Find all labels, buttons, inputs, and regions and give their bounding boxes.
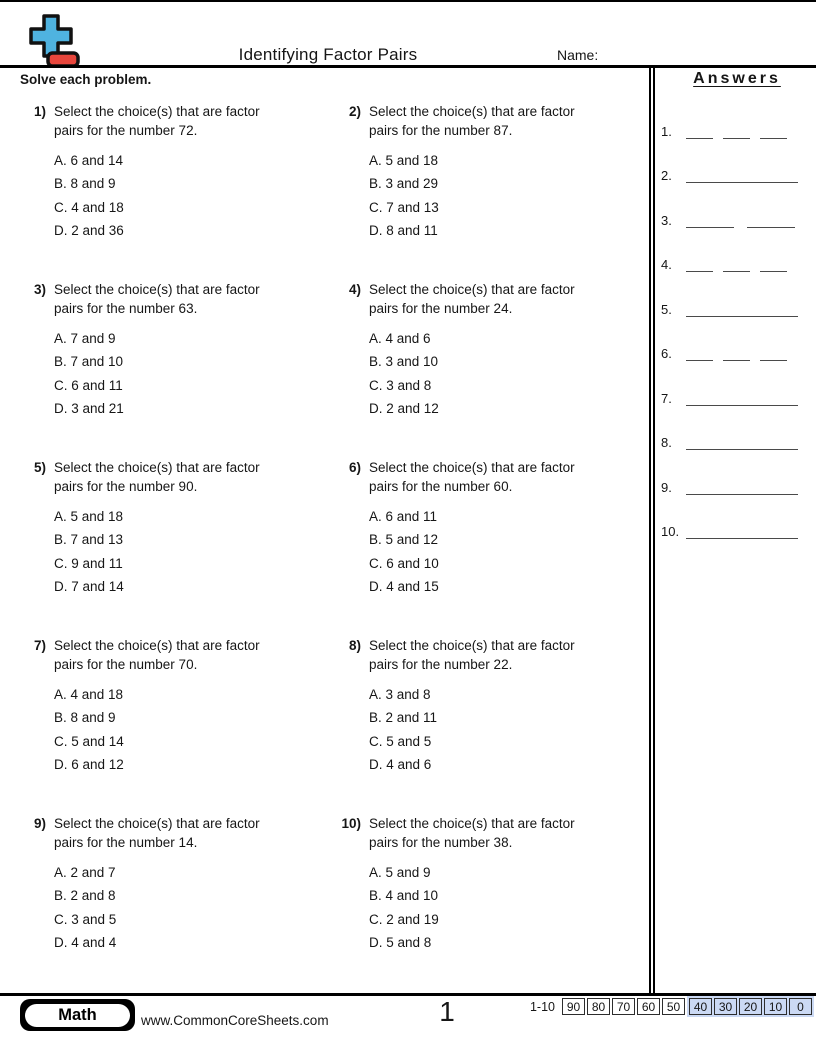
problem-10 bbox=[335, 808, 650, 986]
answer-blank bbox=[723, 271, 750, 272]
score-cell-30: 30 bbox=[714, 998, 737, 1015]
score-cell-60: 60 bbox=[637, 998, 660, 1015]
subject-badge-label: Math bbox=[25, 1004, 130, 1027]
question-line: Select the choice(s) that are factor bbox=[54, 638, 260, 653]
choice-b: B. 7 and 13 bbox=[54, 532, 124, 548]
choice-a: A. 7 and 9 bbox=[54, 331, 116, 346]
question-line: Select the choice(s) that are factor bbox=[54, 816, 260, 831]
problem-number: 2) bbox=[348, 104, 361, 119]
problem-number: 9) bbox=[33, 816, 46, 831]
choice-d: D. 4 and 6 bbox=[369, 757, 432, 773]
page-number: 1 bbox=[439, 996, 455, 1027]
choice-c: C. 2 and 19 bbox=[369, 911, 439, 927]
problem-number: 10) bbox=[341, 816, 361, 831]
subject-badge bbox=[20, 999, 135, 1031]
score-cell-20: 20 bbox=[739, 998, 762, 1015]
score-range-label: 1-10 bbox=[529, 999, 555, 1014]
answer-number: 9. bbox=[661, 479, 672, 495]
choice-b: B. 3 and 29 bbox=[369, 176, 439, 192]
instructions-text: Solve each problem. bbox=[20, 72, 152, 87]
page-top-edge bbox=[0, 0, 816, 2]
score-cell-0: 0 bbox=[789, 998, 812, 1015]
choice-list bbox=[369, 683, 575, 777]
question-line: Select the choice(s) that are factor bbox=[369, 638, 575, 653]
answer-row-8 bbox=[658, 406, 816, 451]
choice-list bbox=[54, 327, 260, 421]
choice-c: C. 3 and 5 bbox=[54, 911, 117, 927]
choice-d: D. 2 and 36 bbox=[54, 223, 124, 239]
question-line: pairs for the number 38. bbox=[369, 835, 513, 850]
answer-number: 6. bbox=[661, 346, 672, 361]
problem-8 bbox=[335, 630, 650, 808]
answer-blank bbox=[686, 227, 734, 228]
answer-blank bbox=[686, 271, 713, 272]
choice-list bbox=[54, 505, 260, 599]
answer-blank bbox=[760, 360, 787, 361]
choice-c: C. 5 and 5 bbox=[369, 733, 432, 749]
problem-2 bbox=[335, 96, 650, 274]
answer-blank bbox=[723, 360, 750, 361]
choice-d: D. 3 and 21 bbox=[54, 401, 124, 417]
answer-number: 3. bbox=[661, 212, 672, 228]
choice-c: C. 6 and 11 bbox=[54, 377, 123, 393]
answer-blank bbox=[747, 227, 795, 228]
answer-blank bbox=[686, 494, 798, 495]
answer-blank bbox=[686, 316, 798, 317]
problem-number: 6) bbox=[348, 460, 361, 475]
choice-d: D. 2 and 12 bbox=[369, 401, 439, 417]
question-line: pairs for the number 90. bbox=[54, 479, 198, 494]
question-line: pairs for the number 14. bbox=[54, 835, 198, 850]
choice-list bbox=[54, 861, 260, 955]
score-highlight-group bbox=[687, 996, 814, 1017]
choice-b: B. 7 and 10 bbox=[54, 354, 124, 370]
choice-a: A. 4 and 18 bbox=[54, 687, 124, 702]
answer-row-10 bbox=[658, 495, 816, 540]
score-cell-90: 90 bbox=[562, 998, 585, 1015]
answer-row-2 bbox=[658, 139, 816, 184]
choice-b: B. 8 and 9 bbox=[54, 176, 116, 192]
choice-list bbox=[54, 683, 260, 777]
answer-row-1 bbox=[658, 94, 816, 139]
answer-row-3 bbox=[658, 183, 816, 228]
question-line: Select the choice(s) that are factor bbox=[54, 282, 260, 297]
header-rule bbox=[0, 65, 816, 68]
page-title: Identifying Factor Pairs bbox=[238, 45, 418, 64]
question-line: Select the choice(s) that are factor bbox=[54, 104, 260, 119]
answer-number: 4. bbox=[661, 257, 672, 272]
choice-a: A. 6 and 11 bbox=[369, 509, 438, 524]
choice-c: C. 6 and 10 bbox=[369, 555, 439, 571]
name-label: Name: bbox=[557, 47, 599, 63]
choice-a: A. 5 and 18 bbox=[369, 153, 439, 168]
answer-blank bbox=[686, 449, 798, 450]
problem-number: 5) bbox=[33, 460, 46, 475]
choice-list bbox=[369, 149, 575, 243]
problem-number: 8) bbox=[348, 638, 361, 653]
answer-blank bbox=[686, 405, 798, 406]
choice-d: D. 4 and 4 bbox=[54, 935, 117, 951]
answer-number: 2. bbox=[661, 168, 672, 183]
answer-number: 1. bbox=[661, 123, 672, 139]
choice-c: C. 9 and 11 bbox=[54, 555, 123, 571]
choice-a: A. 6 and 14 bbox=[54, 153, 124, 168]
choice-d: D. 5 and 8 bbox=[369, 935, 432, 951]
choice-a: A. 4 and 6 bbox=[369, 331, 431, 346]
answer-number: 8. bbox=[661, 435, 672, 450]
question-line: Select the choice(s) that are factor bbox=[369, 282, 575, 297]
choice-b: B. 3 and 10 bbox=[369, 354, 439, 370]
question-line: pairs for the number 87. bbox=[369, 123, 513, 138]
problem-9 bbox=[20, 808, 335, 986]
answers-heading: Answers bbox=[693, 70, 781, 87]
answer-blank bbox=[686, 182, 798, 183]
answer-row-9 bbox=[658, 450, 816, 495]
question-line: pairs for the number 24. bbox=[369, 301, 513, 316]
question-line: pairs for the number 22. bbox=[369, 657, 513, 672]
score-cells bbox=[560, 996, 814, 1017]
score-cell-50: 50 bbox=[662, 998, 685, 1015]
answer-blank bbox=[760, 138, 787, 139]
choice-d: D. 6 and 12 bbox=[54, 757, 124, 773]
score-strip bbox=[530, 996, 814, 1017]
choice-b: B. 4 and 10 bbox=[369, 888, 439, 904]
choice-list bbox=[369, 505, 575, 599]
problem-number: 1) bbox=[33, 104, 46, 119]
choice-a: A. 5 and 18 bbox=[54, 509, 124, 524]
answer-row-6 bbox=[658, 317, 816, 362]
problem-number: 3) bbox=[33, 282, 46, 297]
choice-c: C. 7 and 13 bbox=[369, 199, 439, 215]
choice-a: A. 3 and 8 bbox=[369, 687, 431, 702]
choice-d: D. 4 and 15 bbox=[369, 579, 439, 595]
choice-b: B. 2 and 11 bbox=[369, 710, 438, 726]
answer-row-7 bbox=[658, 361, 816, 406]
problem-6 bbox=[335, 452, 650, 630]
choice-list bbox=[369, 327, 575, 421]
score-cell-70: 70 bbox=[612, 998, 635, 1015]
answer-row-5 bbox=[658, 272, 816, 317]
question-line: pairs for the number 60. bbox=[369, 479, 513, 494]
problem-number: 4) bbox=[348, 282, 361, 297]
problem-4 bbox=[335, 274, 650, 452]
answer-number: 7. bbox=[661, 390, 672, 406]
choice-b: B. 5 and 12 bbox=[369, 532, 439, 548]
problem-7 bbox=[20, 630, 335, 808]
website-url: www.CommonCoreSheets.com bbox=[141, 1013, 329, 1028]
answer-blank bbox=[686, 360, 713, 361]
choice-d: D. 7 and 14 bbox=[54, 579, 124, 595]
problems-grid bbox=[20, 96, 650, 986]
choice-b: B. 2 and 8 bbox=[54, 888, 116, 904]
problem-1 bbox=[20, 96, 335, 274]
choice-c: C. 4 and 18 bbox=[54, 199, 124, 215]
question-line: Select the choice(s) that are factor bbox=[369, 460, 575, 475]
question-line: pairs for the number 70. bbox=[54, 657, 198, 672]
choice-a: A. 5 and 9 bbox=[369, 865, 431, 880]
choice-c: C. 3 and 8 bbox=[369, 377, 432, 393]
answer-row-4 bbox=[658, 228, 816, 273]
choice-a: A. 2 and 7 bbox=[54, 865, 116, 880]
score-cell-10: 10 bbox=[764, 998, 787, 1015]
problem-5 bbox=[20, 452, 335, 630]
answer-blank bbox=[686, 538, 798, 539]
choice-list bbox=[369, 861, 575, 955]
problem-3 bbox=[20, 274, 335, 452]
choice-list bbox=[54, 149, 260, 243]
answer-blank bbox=[723, 138, 750, 139]
question-line: Select the choice(s) that are factor bbox=[369, 104, 575, 119]
choice-b: B. 8 and 9 bbox=[54, 710, 116, 726]
answer-number: 5. bbox=[661, 301, 672, 317]
answers-list bbox=[658, 94, 816, 539]
question-line: pairs for the number 72. bbox=[54, 123, 198, 138]
choice-c: C. 5 and 14 bbox=[54, 733, 124, 749]
score-cell-80: 80 bbox=[587, 998, 610, 1015]
question-line: Select the choice(s) that are factor bbox=[54, 460, 260, 475]
score-cell-40: 40 bbox=[689, 998, 712, 1015]
answer-blank bbox=[760, 271, 787, 272]
choice-d: D. 8 and 11 bbox=[369, 223, 438, 239]
question-line: Select the choice(s) that are factor bbox=[369, 816, 575, 831]
answers-panel bbox=[658, 70, 816, 539]
answer-blank bbox=[686, 138, 713, 139]
question-line: pairs for the number 63. bbox=[54, 301, 198, 316]
problem-number: 7) bbox=[33, 638, 46, 653]
answer-number: 10. bbox=[661, 524, 680, 539]
